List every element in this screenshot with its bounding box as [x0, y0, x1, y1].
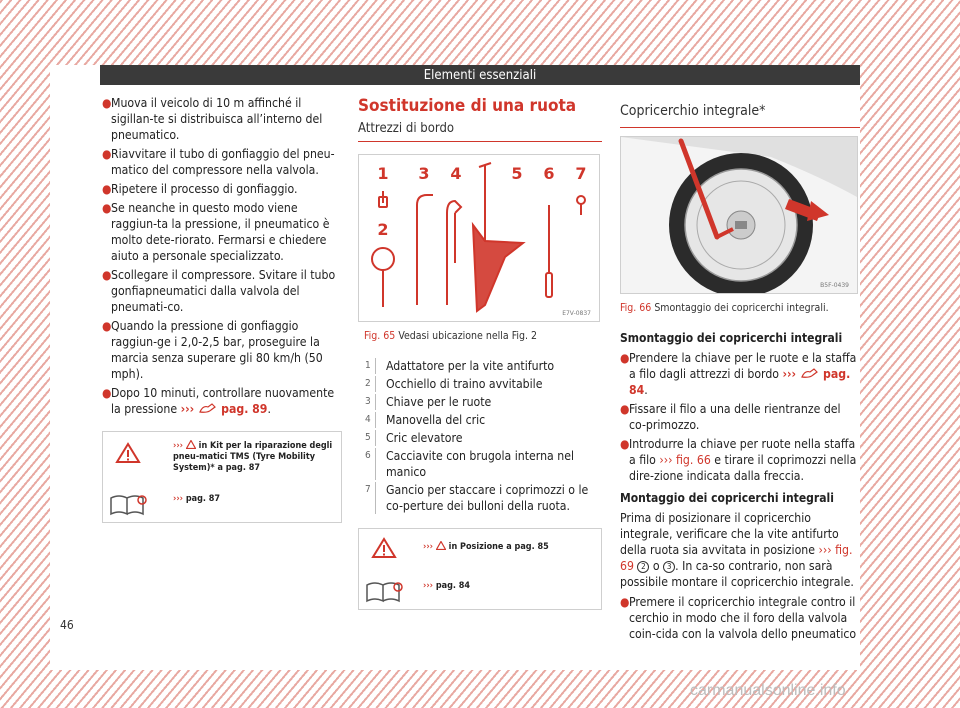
- callout-number: 3: [418, 164, 430, 183]
- list-item: ● Prendere la chiave per le ruote e la staffa a filo dagli attrezzi di bordo ››› pag. 84.: [620, 351, 857, 397]
- watermark: carmanualsonline.info: [690, 682, 846, 699]
- list-item: ● Se neanche in questo modo viene raggiun-ta la pressione, il pneumatico è molto dete-riorato. Fermarsi e chiedere aiuto a personale specializzato.: [102, 201, 330, 263]
- link-arrows[interactable]: ›››: [423, 542, 434, 552]
- callout-number: 5: [511, 164, 523, 183]
- link-arrows[interactable]: ›››: [782, 367, 797, 381]
- note-info-text: pag. 84: [435, 581, 471, 591]
- column-right: [620, 95, 860, 645]
- list-item: ● Riavvitare il tubo di gonfiaggio del pneu-matico del compressore nella valvola.: [102, 147, 335, 177]
- list-item: 4 Manovella del cric: [365, 413, 486, 427]
- list-item: ● Scollegare il compressore. Svitare il tubo gonfiapneumatici dalla valvola del pneumati-co.: [102, 268, 336, 314]
- list-item: 5 Cric elevatore: [365, 431, 463, 445]
- list-item: 7 Gancio per staccare i coprimozzi o le co-perture dei bulloni della ruota.: [365, 483, 589, 513]
- figure-tools: [358, 154, 600, 322]
- workshop-icon: [800, 367, 820, 379]
- list-item: ● Introdurre la chiave per ruote nella staffa a filo ››› fig. 66 e tirare il coprimozzi nella dire-zione indicata dalla freccia.: [620, 437, 857, 483]
- link-arrows[interactable]: ›››: [173, 441, 184, 451]
- link-arrows[interactable]: ›››: [818, 543, 832, 557]
- list-item: 6 Cacciavite con brugola interna nel manico: [365, 449, 574, 479]
- subheading: Smontaggio dei copricerchi integrali: [620, 331, 843, 345]
- section-header: [100, 65, 860, 85]
- link-arrows[interactable]: ›››: [423, 581, 434, 591]
- list-item: ● Muova il veicolo di 10 m affinché il sigillan-te si distribuisca all’interno del pneumatico.: [102, 96, 323, 142]
- callout-number: 3: [663, 561, 675, 573]
- column-left: [102, 95, 342, 523]
- callout-number: 1: [377, 164, 389, 183]
- figure-link[interactable]: fig. 66: [676, 453, 711, 467]
- section-heading: Sostituzione di una ruota: [358, 96, 577, 116]
- list-item: ● Fissare il filo a una delle rientranze del co-primozzo.: [620, 402, 841, 432]
- figure-label: Fig. 65: [364, 330, 396, 342]
- book-icon: [365, 579, 405, 603]
- link-arrows[interactable]: ›››: [180, 402, 195, 416]
- hubcap-illustration: [621, 137, 857, 293]
- note-warning-text: in Posizione a pag. 85: [448, 542, 549, 552]
- note-box: [102, 431, 342, 523]
- subsection-heading: Attrezzi di bordo: [358, 121, 602, 142]
- figure-caption: Smontaggio dei copricerchi integrali.: [654, 302, 829, 314]
- figure-hubcap: [620, 136, 858, 294]
- figure-code: E7V-0837: [562, 310, 591, 317]
- list-item: 3 Chiave per le ruote: [365, 395, 492, 409]
- figure-caption: Vedasi ubicazione nella Fig. 2: [398, 330, 538, 342]
- figure-link[interactable]: fig. 69: [620, 543, 853, 573]
- tools-list: [364, 358, 602, 514]
- figure-label: Fig. 66: [620, 302, 652, 314]
- callout-number: 7: [575, 164, 587, 183]
- warning-icon: [371, 537, 397, 559]
- section-title: Elementi essenziali: [423, 67, 537, 83]
- page-link[interactable]: pag. 89: [221, 402, 268, 416]
- callout-number: 6: [543, 164, 555, 183]
- callout-number: 4: [450, 164, 462, 183]
- paragraph: Prima di posizionare il copricerchio integrale, verificare che la vite antifurto della ruota sia avvitata in posizione ››› fig. 69 2 o 3 . In ca-so contrario, non sarà possibile montare il copricerchio integrale.: [620, 511, 854, 589]
- list-item: ● Dopo 10 minuti, controllare nuovamente la pressione ››› pag. 89.: [102, 386, 335, 416]
- list-item: ● Ripetere il processo di gonfiaggio.: [102, 182, 298, 196]
- list-item: 1 Adattatore per la vite antifurto: [365, 359, 555, 373]
- subheading: Montaggio dei copricerchi integrali: [620, 491, 834, 505]
- page-link[interactable]: pag. 84: [629, 367, 851, 397]
- page-number: 46: [60, 618, 74, 632]
- warning-icon: [115, 442, 141, 464]
- link-arrows[interactable]: ›››: [659, 453, 673, 467]
- section-heading: Copricerchio integrale*: [620, 95, 860, 128]
- workshop-icon: [198, 402, 218, 414]
- list-item: ● Premere il copricerchio integrale contro il cerchio in modo che il foro della valvola coin-cida con la valvola dello pneumatico: [620, 595, 857, 641]
- link-arrows[interactable]: ›››: [173, 494, 184, 504]
- note-info-text: pag. 87: [185, 494, 221, 504]
- callout-number: 2: [377, 220, 389, 239]
- note-box: [358, 528, 602, 610]
- column-middle: [358, 95, 602, 610]
- tools-illustration: [359, 155, 599, 321]
- note-warning-text: in Kit per la riparazione degli pneu-matici TMS (Tyre Mobility System)* a pag. 87: [173, 441, 333, 473]
- list-item: ● Quando la pressione di gonfiaggio raggiun-ge i 2,0-2,5 bar, proseguire la marcia senza superare gli 80 km/h (50 mph).: [102, 319, 323, 381]
- book-icon: [109, 492, 149, 516]
- warning-small-icon: [436, 541, 446, 550]
- warning-small-icon: [186, 440, 196, 449]
- callout-number: 2: [637, 561, 649, 573]
- figure-code: B5F-0439: [820, 282, 849, 289]
- list-item: 2 Occhiello di traino avvitabile: [365, 377, 543, 391]
